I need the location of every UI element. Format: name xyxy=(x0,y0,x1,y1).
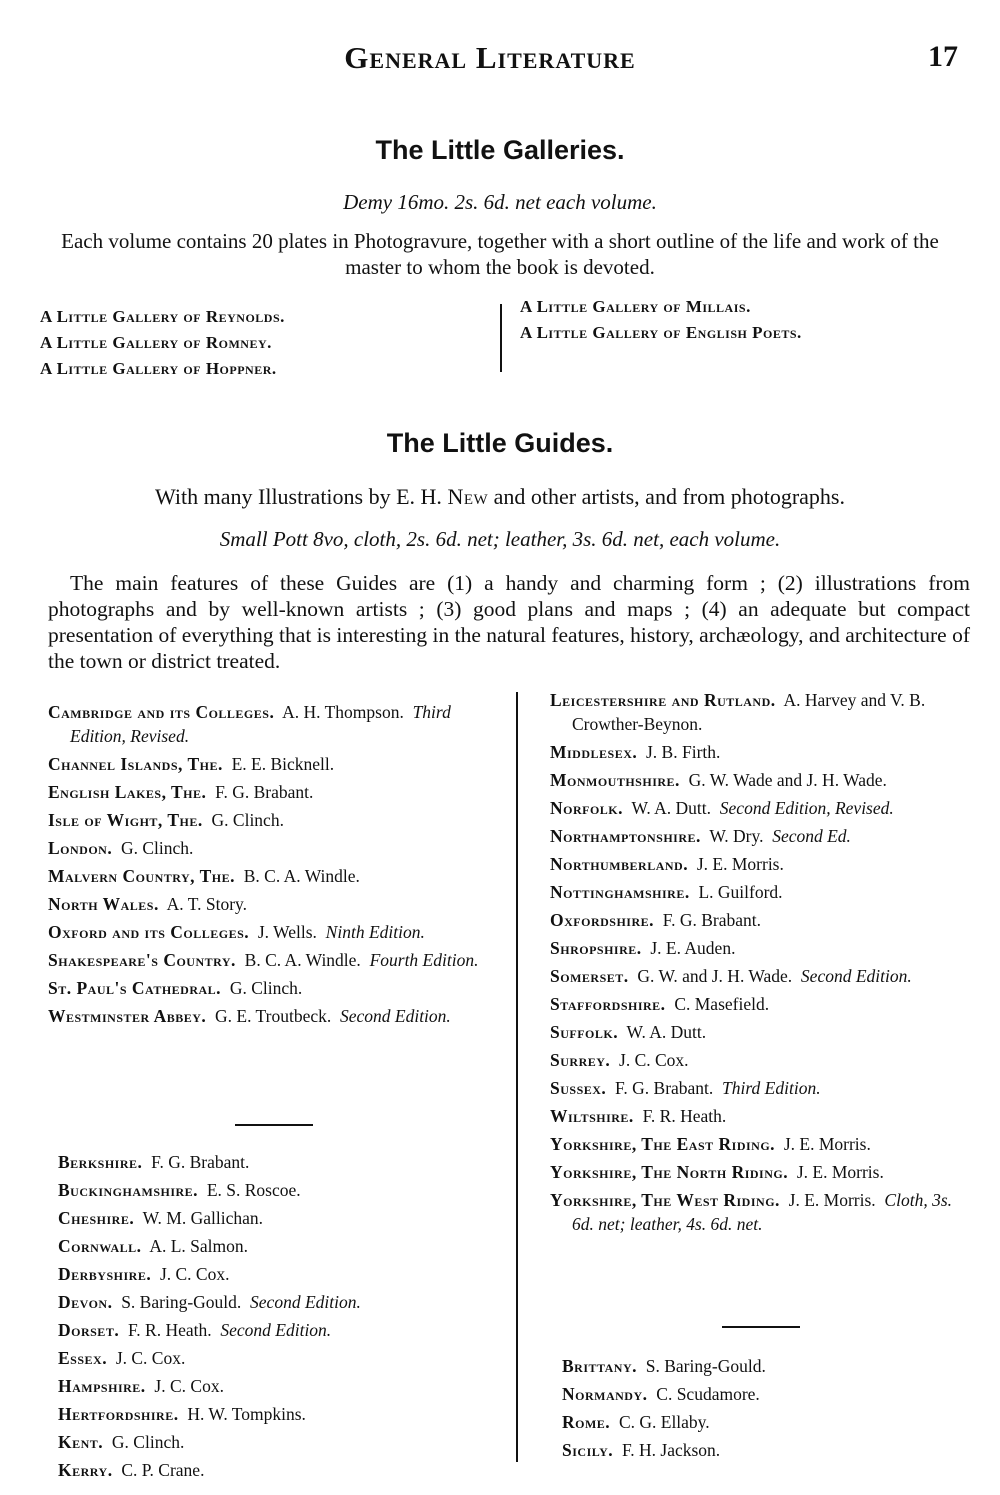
guide-author: B. C. A. Windle. xyxy=(243,866,360,886)
guide-place: Shakespeare's Country. xyxy=(48,950,236,970)
guide-place: Sussex. xyxy=(550,1078,607,1098)
guide-entry xyxy=(58,1374,496,1398)
guide-author: W. Dry. xyxy=(709,826,764,846)
page-number: 17 xyxy=(928,40,958,73)
guide-author: F. G. Brabant. xyxy=(662,910,761,930)
guide-author: J. E. Auden. xyxy=(650,938,736,958)
guides-left-column-b xyxy=(58,1150,496,1486)
guide-entry xyxy=(58,1262,496,1286)
guide-entry xyxy=(48,808,496,832)
guide-author: E. E. Bicknell. xyxy=(231,754,335,774)
guide-entry xyxy=(550,1104,972,1128)
guide-place: Essex. xyxy=(58,1348,108,1368)
guides-column-rule xyxy=(516,692,518,1462)
guide-author: J. C. Cox. xyxy=(154,1376,224,1396)
guide-place: Somerset. xyxy=(550,966,629,986)
guide-entry xyxy=(48,948,496,972)
guide-author: A. Harvey and V. B. Crowther-Beynon. xyxy=(572,690,926,734)
guide-place: Dorset. xyxy=(58,1320,120,1340)
guide-author: J. C. Cox. xyxy=(115,1348,186,1368)
guide-place: Cornwall. xyxy=(58,1236,142,1256)
galleries-right-list xyxy=(520,294,960,346)
guide-edition-note: Second Edition. xyxy=(800,966,912,986)
guide-place: English Lakes, The. xyxy=(48,782,207,802)
guide-author: A. L. Salmon. xyxy=(149,1236,249,1256)
guide-edition-note: Cloth, 3s. 6d. net; leather, 4s. 6d. net. xyxy=(572,1190,953,1234)
guide-entry xyxy=(48,892,496,916)
guide-place: Yorkshire, The East Riding. xyxy=(550,1134,776,1154)
guide-entry xyxy=(562,1410,972,1434)
galleries-title: The Little Galleries. xyxy=(375,135,625,165)
guide-place: Sicily. xyxy=(562,1440,614,1460)
guide-entry xyxy=(48,780,496,804)
guide-place: Normandy. xyxy=(562,1384,648,1404)
guide-edition-note: Ninth Edition. xyxy=(325,922,425,942)
guide-entry xyxy=(48,700,496,748)
guide-entry xyxy=(550,768,972,792)
guide-place: Isle of Wight, The. xyxy=(48,810,203,830)
guide-entry xyxy=(550,824,972,848)
guide-author: F. R. Heath. xyxy=(642,1106,727,1126)
guide-place: Brittany. xyxy=(562,1356,637,1376)
guide-entry xyxy=(562,1382,972,1406)
galleries-column-rule xyxy=(500,304,502,372)
right-column-separator xyxy=(722,1326,800,1328)
guides-right-column-b xyxy=(562,1354,972,1466)
guide-place: Yorkshire, The North Riding. xyxy=(550,1162,789,1182)
guide-place: Devon. xyxy=(58,1292,113,1312)
guides-right-column-a xyxy=(550,688,972,1240)
guide-place: Middlesex. xyxy=(550,742,638,762)
guide-entry xyxy=(550,1048,972,1072)
guide-author: W. M. Gallichan. xyxy=(142,1208,264,1228)
gallery-list-item: A Little Gallery of Romney. xyxy=(40,333,272,352)
guide-place: Channel Islands, The. xyxy=(48,754,223,774)
guide-entry xyxy=(58,1234,496,1258)
running-head xyxy=(0,40,1000,90)
galleries-description: Each volume contains 20 plates in Photogravure, together with a short outline of the life and work of the master to whom the book is devoted. xyxy=(61,229,939,279)
guide-entry xyxy=(58,1178,496,1202)
guide-author: S. Baring-Gould. xyxy=(121,1292,242,1312)
guide-place: Oxfordshire. xyxy=(550,910,654,930)
guide-author: C. Scudamore. xyxy=(656,1384,760,1404)
guide-place: Cambridge and its Colleges. xyxy=(48,702,275,722)
guide-place: Cheshire. xyxy=(58,1208,135,1228)
guide-place: Staffordshire. xyxy=(550,994,666,1014)
guide-author: B. C. A. Windle. xyxy=(244,950,361,970)
gallery-list-item: A Little Gallery of Hoppner. xyxy=(40,359,277,378)
guide-author: A. T. Story. xyxy=(166,894,248,914)
guide-edition-note: Third Edition, Revised. xyxy=(70,702,451,746)
guides-left-column-a xyxy=(48,700,496,1032)
guide-entry xyxy=(58,1346,496,1370)
guide-author: F. R. Heath. xyxy=(127,1320,212,1340)
guide-entry xyxy=(550,1188,972,1236)
galleries-left-list xyxy=(40,304,490,382)
guide-place: Shropshire. xyxy=(550,938,642,958)
guide-edition-note: Second Edition. xyxy=(220,1320,332,1340)
guide-author: G. Clinch. xyxy=(111,1432,185,1452)
guide-entry xyxy=(58,1150,496,1174)
guide-author: H. W. Tompkins. xyxy=(187,1404,306,1424)
guide-edition-note: Second Edition. xyxy=(250,1292,361,1312)
guide-author: G. E. Troutbeck. xyxy=(215,1006,332,1026)
guide-place: Rome. xyxy=(562,1412,611,1432)
guide-place: Berkshire. xyxy=(58,1152,143,1172)
guide-author: L. Guilford. xyxy=(698,882,783,902)
guide-place: Kent. xyxy=(58,1432,104,1452)
guide-place: St. Paul's Cathedral. xyxy=(48,978,222,998)
guide-author: J. E. Morris. xyxy=(696,854,784,874)
guide-author: C. P. Crane. xyxy=(121,1460,205,1480)
guide-author: F. G. Brabant. xyxy=(215,782,314,802)
guide-author: J. E. Morris. xyxy=(788,1190,876,1210)
guide-place: Oxford and its Colleges. xyxy=(48,922,250,942)
guide-entry xyxy=(550,1160,972,1184)
guide-place: Norfolk. xyxy=(550,798,624,818)
guide-author: J. E. Morris. xyxy=(783,1134,871,1154)
guide-entry xyxy=(48,836,496,860)
guide-author: G. Clinch. xyxy=(229,978,303,998)
guide-place: Northumberland. xyxy=(550,854,689,874)
guide-author: C. G. Ellaby. xyxy=(618,1412,710,1432)
guide-author: J. B. Firth. xyxy=(646,742,721,762)
illustrations-name: New xyxy=(447,484,489,509)
guide-entry xyxy=(58,1430,496,1454)
galleries-format: Demy 16mo. 2s. 6d. net each volume. xyxy=(343,190,657,214)
guide-author: J. C. Cox. xyxy=(619,1050,689,1070)
guide-entry xyxy=(562,1438,972,1462)
guide-entry xyxy=(550,880,972,904)
guide-author: F. G. Brabant. xyxy=(615,1078,714,1098)
guide-entry xyxy=(48,864,496,888)
guide-place: Monmouthshire. xyxy=(550,770,680,790)
guide-author: A. H. Thompson. xyxy=(282,702,404,722)
guide-place: Westminster Abbey. xyxy=(48,1006,207,1026)
guide-edition-note: Third Edition. xyxy=(722,1078,821,1098)
guide-edition-note: Second Ed. xyxy=(772,826,851,846)
guide-place: Derbyshire. xyxy=(58,1264,152,1284)
guide-entry xyxy=(48,920,496,944)
gallery-list-item: A Little Gallery of Millais. xyxy=(520,297,751,316)
guide-entry xyxy=(58,1318,496,1342)
illustrations-prefix: With many Illustrations by E. H. xyxy=(155,484,442,509)
guides-description: The main features of these Guides are (1) a handy and charming form ; (2) illustrations from photographs and by well-known artists ; (3) good plans and maps ; (4) an adequate but compact presentation of everything that is interesting in the natural features, history, archæology, and architecture of the town or district treated. xyxy=(48,571,971,673)
guide-entry xyxy=(48,1004,496,1028)
guide-entry xyxy=(550,908,972,932)
guides-title: The Little Guides. xyxy=(386,428,614,458)
guide-entry xyxy=(550,1076,972,1100)
guide-place: Hertfordshire. xyxy=(58,1404,179,1424)
guide-place: Hampshire. xyxy=(58,1376,146,1396)
guide-place: Suffolk. xyxy=(550,1022,619,1042)
guide-entry xyxy=(58,1290,496,1314)
guide-author: G. Clinch. xyxy=(120,838,194,858)
guide-author: W. A. Dutt. xyxy=(626,1022,707,1042)
guide-author: F. H. Jackson. xyxy=(621,1440,721,1460)
guide-place: Kerry. xyxy=(58,1460,113,1480)
guide-entry xyxy=(550,796,972,820)
guide-author: J. Wells. xyxy=(257,922,317,942)
guide-entry xyxy=(58,1206,496,1230)
guide-entry xyxy=(58,1402,496,1426)
guide-entry xyxy=(550,964,972,988)
guide-entry xyxy=(562,1354,972,1378)
guide-place: North Wales. xyxy=(48,894,159,914)
illustrations-suffix: and other artists, and from photographs. xyxy=(493,484,845,509)
guide-place: Yorkshire, The West Riding. xyxy=(550,1190,780,1210)
guide-edition-note: Second Edition. xyxy=(339,1006,451,1026)
gallery-list-item: A Little Gallery of Reynolds. xyxy=(40,307,285,326)
guide-entry xyxy=(550,1132,972,1156)
guide-place: Nottinghamshire. xyxy=(550,882,690,902)
guide-place: Northamptonshire. xyxy=(550,826,701,846)
guide-entry xyxy=(550,852,972,876)
guide-author: G. W. and J. H. Wade. xyxy=(637,966,793,986)
guide-entry xyxy=(48,752,496,776)
gallery-list-item: A Little Gallery of English Poets. xyxy=(520,323,802,342)
guides-illustrations xyxy=(0,484,1000,510)
guide-author: G. W. Wade and J. H. Wade. xyxy=(688,770,887,790)
guide-entry xyxy=(48,976,496,1000)
guide-author: C. Masefield. xyxy=(674,994,770,1014)
guide-entry xyxy=(550,1020,972,1044)
guide-place: Wiltshire. xyxy=(550,1106,634,1126)
guide-edition-note: Second Edition, Revised. xyxy=(719,798,894,818)
guide-entry xyxy=(550,992,972,1016)
guide-edition-note: Fourth Edition. xyxy=(369,950,479,970)
guide-entry xyxy=(550,936,972,960)
guide-author: F. G. Brabant. xyxy=(151,1152,250,1172)
guide-author: G. Clinch. xyxy=(211,810,284,830)
guides-format: Small Pott 8vo, cloth, 2s. 6d. net; leather, 3s. 6d. net, each volume. xyxy=(219,527,781,551)
guide-place: London. xyxy=(48,838,113,858)
guide-place: Leicestershire and Rutland. xyxy=(550,690,776,710)
running-title: General Literature xyxy=(344,40,636,75)
guide-author: J. C. Cox. xyxy=(159,1264,230,1284)
guide-place: Surrey. xyxy=(550,1050,611,1070)
guide-entry xyxy=(550,688,972,736)
guide-author: E. S. Roscoe. xyxy=(206,1180,301,1200)
left-column-separator xyxy=(235,1124,313,1126)
guide-author: S. Baring-Gould. xyxy=(645,1356,766,1376)
guide-entry xyxy=(550,740,972,764)
guide-entry xyxy=(58,1458,496,1482)
guide-place: Buckinghamshire. xyxy=(58,1180,199,1200)
guide-place: Malvern Country, The. xyxy=(48,866,235,886)
guide-author: J. E. Morris. xyxy=(796,1162,884,1182)
guide-author: W. A. Dutt. xyxy=(631,798,712,818)
